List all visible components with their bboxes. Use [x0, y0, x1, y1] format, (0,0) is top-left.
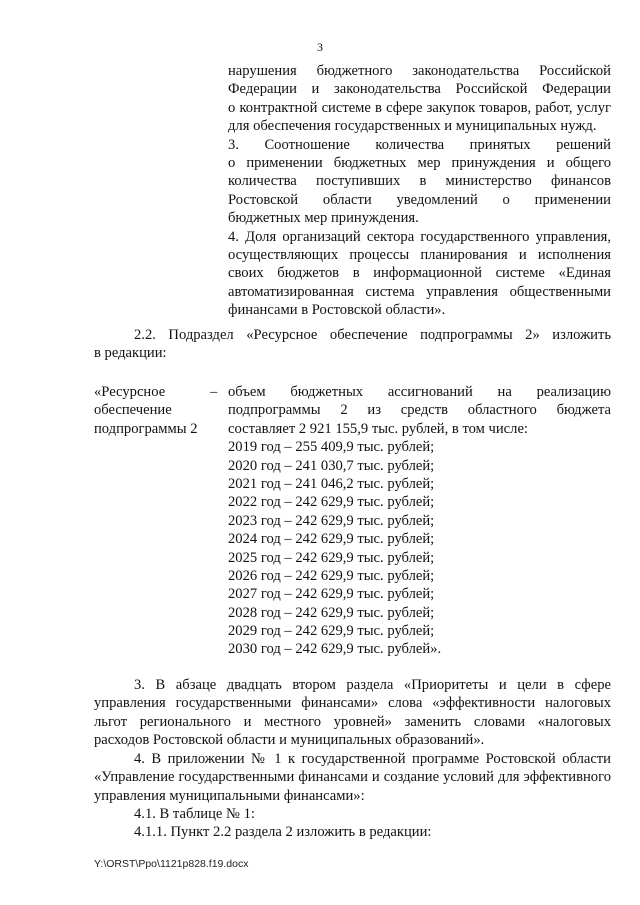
paragraph-4-1 — [134, 805, 255, 823]
text-line: нарушения бюджетного законодательства Российской — [228, 63, 611, 79]
year-line: 2019 год – 255 409,9 тыс. рублей; — [228, 439, 435, 456]
footer-file-path: Y:\ORST\Ppo\1121p828.f19.docx — [94, 858, 249, 870]
text-line: своих бюджетов в информационной системе «Единая — [228, 265, 611, 282]
text-line: «Ресурсное — [94, 384, 166, 400]
page-number: 3 — [317, 40, 323, 54]
text-line: для обеспечения государственных и муниципальных нужд. — [228, 118, 597, 135]
resource-text — [228, 383, 611, 659]
text-line: 4. В приложении № 1 к государственной программе Ростовской области — [134, 751, 611, 767]
paragraph-4-1-1 — [134, 823, 431, 841]
text-line: составляет 2 921 155,9 тыс. рублей, в том числе: — [228, 420, 528, 437]
text-line: Ростовской области уведомлений о применении — [228, 191, 611, 208]
text-line: 2.2. Подраздел «Ресурсное обеспечение подпрограммы 2» изложить — [134, 327, 611, 343]
text-line: количества поступивших в министерство финансов — [228, 173, 611, 190]
year-line: 2023 год – 242 629,9 тыс. рублей; — [228, 512, 435, 529]
year-line: 2021 год – 241 046,2 тыс. рублей; — [228, 475, 435, 492]
text-line: подпрограммы 2 из средств областного бюджета — [228, 402, 611, 419]
paragraph-2-2 — [94, 326, 611, 363]
year-line: 2025 год – 242 629,9 тыс. рублей; — [228, 549, 435, 566]
text-line: льгот регионального и местного уровней» заменить словами «налоговых — [94, 713, 611, 730]
year-line: 2020 год – 241 030,7 тыс. рублей; — [228, 457, 435, 474]
text-line: обеспечение — [94, 402, 172, 419]
year-line: 2029 год – 242 629,9 тыс. рублей; — [228, 623, 435, 640]
text-line: управления государственными финансами» слова «эффективности налоговых — [94, 695, 611, 712]
text-line: Федерации и законодательства Российской Федерации — [228, 81, 611, 98]
paragraph-4 — [94, 750, 611, 805]
text-line: 4. Доля организаций сектора государственного управления, — [228, 228, 611, 245]
text-line: автоматизированная система управления общественными — [228, 283, 611, 300]
text-line: финансами в Ростовской области». — [228, 302, 446, 319]
text-line: управления муниципальными финансами»: — [94, 787, 365, 804]
year-line: 2024 год – 242 629,9 тыс. рублей; — [228, 531, 435, 548]
paragraph-3 — [94, 676, 611, 750]
text-line: 3. В абзаце двадцать втором раздела «Приоритеты и цели в сфере — [134, 677, 611, 693]
text-line: «Управление государственными финансами и создание условий для эффективного — [94, 769, 611, 786]
year-line: 2022 год – 242 629,9 тыс. рублей; — [228, 494, 435, 511]
text-line: 4.1.1. Пункт 2.2 раздела 2 изложить в редакции: — [134, 824, 432, 840]
year-line: 2030 год – 242 629,9 тыс. рублей». — [228, 641, 442, 658]
year-line: 2026 год – 242 629,9 тыс. рублей; — [228, 567, 435, 584]
text-line: подпрограммы 2 — [94, 420, 198, 437]
text-line: в редакции: — [94, 345, 167, 362]
resource-label — [94, 383, 214, 438]
year-line: 2028 год – 242 629,9 тыс. рублей; — [228, 604, 435, 621]
dash-separator: – — [210, 384, 218, 400]
text-line: 4.1. В таблице № 1: — [134, 806, 255, 822]
text-line: осуществляющих процессы планирования и исполнения — [228, 246, 611, 263]
text-line: объем бюджетных ассигнований на реализацию — [228, 384, 611, 400]
text-line: о контрактной системе в сфере закупок товаров, работ, услуг — [228, 99, 611, 116]
top-block — [228, 62, 611, 319]
text-line: расходов Ростовской области и муниципальных образований». — [94, 732, 485, 749]
year-line: 2027 год – 242 629,9 тыс. рублей; — [228, 586, 435, 603]
text-line: бюджетных мер принуждения. — [228, 210, 419, 227]
text-line: о применении бюджетных мер принуждения и общего — [228, 154, 611, 171]
text-line: 3. Соотношение количества принятых решений — [228, 136, 611, 153]
